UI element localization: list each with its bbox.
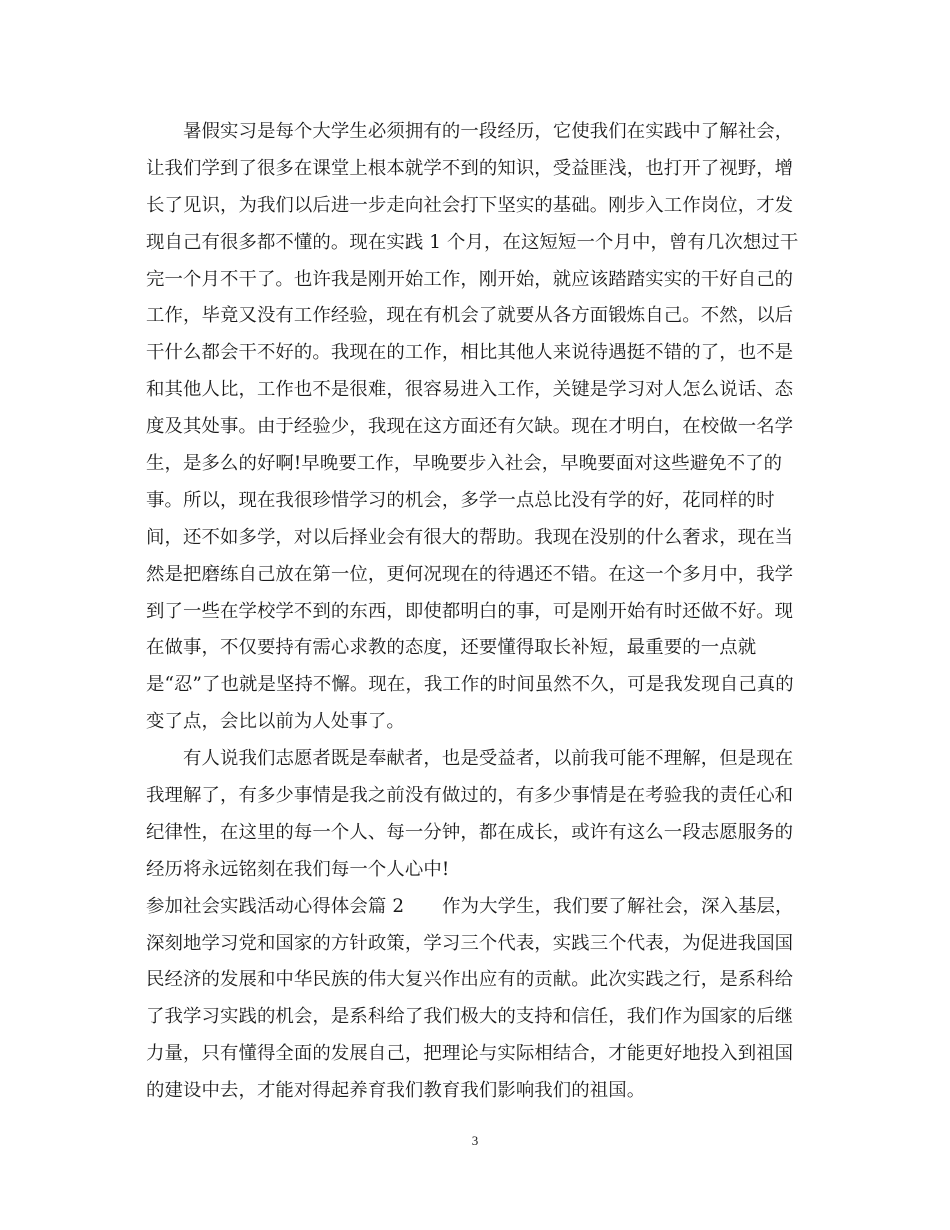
text-line: 长了见识，为我们以后进一步走向社会打下坚实的基础。刚步入工作岗位，才发 bbox=[146, 194, 794, 216]
text-line: 现自己有很多都不懂的。现在实践 1 个月，在这短短一个月中，曾有几次想过干 bbox=[146, 231, 799, 253]
text-line: 纪律性，在这里的每一个人、每一分钟，都在成长，或许有这么一段志愿服务的 bbox=[146, 821, 794, 843]
text-line: 和其他人比，工作也不是很难，很容易进入工作，关键是学习对人怎么说话、态 bbox=[146, 379, 794, 401]
heading-line bbox=[146, 889, 836, 926]
section-heading: 参加社会实践活动心得体会篇 2 bbox=[146, 895, 405, 917]
text-line: 暑假实习是每个大学生必须拥有的一段经历，它使我们在实践中了解社会， bbox=[183, 121, 794, 142]
text-line: 经历将永远铭刻在我们每一个人心中! bbox=[146, 858, 450, 880]
text-line: 的建设中去，才能对得起养育我们教育我们影响我们的祖国。 bbox=[146, 1080, 646, 1102]
text-line: 在做事，不仅要持有需心求教的态度，还要懂得取长补短，最重要的一点就 bbox=[146, 637, 757, 659]
text-line: 工作，毕竟又没有工作经验，现在有机会了就要从各方面锻炼自己。不然，以后 bbox=[146, 305, 794, 327]
page-number: 3 bbox=[471, 1133, 479, 1148]
paragraph-3 bbox=[146, 889, 836, 1110]
text-line: 是“忍”了也就是坚持不懈。现在，我工作的时间虽然不久，可是我发现自己真的 bbox=[146, 674, 794, 696]
text-line: 我理解了，有多少事情是我之前没有做过的，有多少事情是在考验我的责任心和 bbox=[146, 785, 794, 807]
text-line: 完一个月不干了。也许我是刚开始工作，刚开始，就应该踏踏实实的干好自己的 bbox=[146, 268, 794, 290]
text-line: 间，还不如多学，对以后择业会有很大的帮助。我现在没别的什么奢求，现在当 bbox=[146, 526, 794, 548]
text-line: 了我学习实践的机会，是系科给了我们极大的支持和信任，我们作为国家的后继 bbox=[146, 1006, 794, 1028]
text-line: 作为大学生，我们要了解社会，深入基层， bbox=[442, 895, 794, 917]
text-line: 民经济的发展和中华民族的伟大复兴作出应有的贡献。此次实践之行，是系科给 bbox=[146, 969, 794, 991]
text-line: 干什么都会干不好的。我现在的工作，相比其他人来说待遇挺不错的了，也不是 bbox=[146, 342, 794, 364]
text-line: 有人说我们志愿者既是奉献者，也是受益者，以前我可能不理解，但是现在 bbox=[183, 748, 794, 770]
text-line: 让我们学到了很多在课堂上根本就学不到的知识，受益匪浅，也打开了视野，增 bbox=[146, 157, 794, 179]
text-line: 然是把磨练自己放在第一位，更何况现在的待遇还不错。在这一个多月中，我学 bbox=[146, 563, 794, 585]
paragraph-1 bbox=[146, 114, 836, 741]
text-line: 到了一些在学校学不到的东西，即使都明白的事，可是刚开始有时还做不好。现 bbox=[146, 600, 794, 622]
paragraph-2 bbox=[146, 741, 836, 889]
text-line: 力量，只有懂得全面的发展自己，把理论与实际相结合，才能更好地投入到祖国 bbox=[146, 1043, 794, 1065]
text-line: 深刻地学习党和国家的方针政策，学习三个代表，实践三个代表，为促进我国国 bbox=[146, 932, 794, 954]
text-line: 变了点，会比以前为人处事了。 bbox=[146, 711, 405, 733]
text-line: 生，是多么的好啊!早晚要工作，早晚要步入社会，早晚要面对这些避免不了的 bbox=[146, 453, 783, 475]
document-body bbox=[146, 114, 836, 1110]
text-line: 度及其处事。由于经验少，我现在这方面还有欠缺。现在才明白，在校做一名学 bbox=[146, 416, 794, 438]
text-line: 事。所以，现在我很珍惜学习的机会，多学一点总比没有学的好，花同样的时 bbox=[146, 489, 775, 511]
